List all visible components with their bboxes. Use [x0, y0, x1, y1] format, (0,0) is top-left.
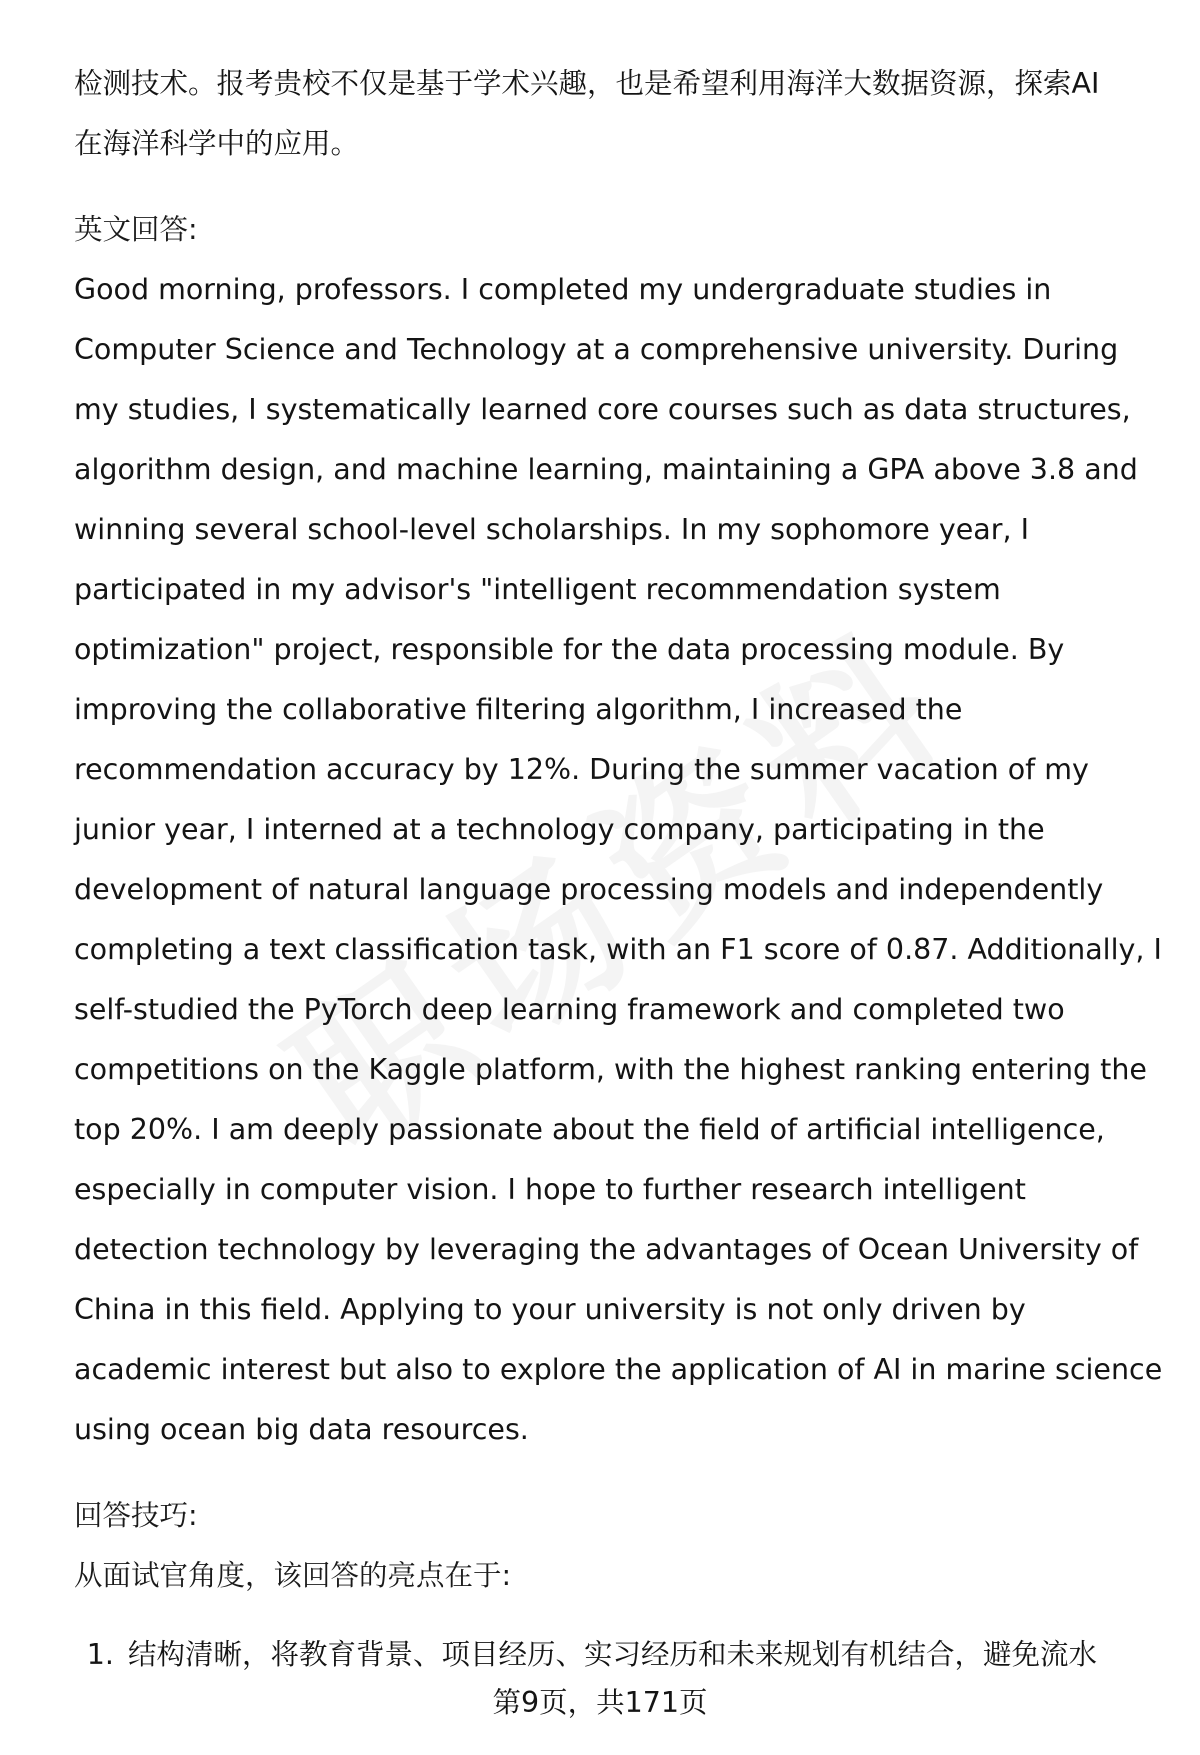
- english-line: winning several school-level scholarships. In my sophomore year, I: [74, 513, 1030, 546]
- english-line: optimization" project, responsible for the data processing module. By: [74, 633, 1065, 666]
- english-line: Good morning, professors. I completed my undergraduate studies in: [74, 273, 1052, 306]
- english-line: self-studied the PyTorch deep learning framework and completed two: [74, 993, 1065, 1026]
- list-item-text: 结构清晰，将教育背景、项目经历、实习经历和未来规划有机结合，避免流水: [128, 1638, 1098, 1671]
- page-number-footer: 第9页，共171页: [492, 1686, 708, 1719]
- tips-label: 回答技巧:: [74, 1499, 198, 1532]
- english-line: academic interest but also to explore the application of AI in marine science: [74, 1353, 1163, 1386]
- english-line: completing a text classification task, with an F1 score of 0.87. Additionally, I: [74, 933, 1162, 966]
- english-line: China in this field. Applying to your university is not only driven by: [74, 1293, 1026, 1326]
- spacer: [74, 1460, 1164, 1486]
- cn-intro-line: 在海洋科学中的应用。: [74, 127, 360, 160]
- english-line: especially in computer vision. I hope to further research intelligent: [74, 1173, 1026, 1206]
- english-answer-label: 英文回答:: [74, 213, 198, 246]
- english-line: junior year, I interned at a technology company, participating in the: [74, 813, 1045, 846]
- english-line: algorithm design, and machine learning, maintaining a GPA above 3.8 and: [74, 453, 1138, 486]
- english-line: using ocean big data resources.: [74, 1413, 529, 1446]
- english-line: participated in my advisor's "intelligent recommendation system: [74, 573, 1001, 606]
- english-line: development of natural language processing models and independently: [74, 873, 1104, 906]
- spacer: [74, 174, 1164, 200]
- english-line: improving the collaborative filtering algorithm, I increased the: [74, 693, 963, 726]
- english-line: top 20%. I am deeply passionate about the field of artificial intelligence,: [74, 1113, 1105, 1146]
- tips-intro: 从面试官角度，该回答的亮点在于:: [74, 1559, 512, 1592]
- english-line: detection technology by leveraging the advantages of Ocean University of: [74, 1233, 1139, 1266]
- document-body: [74, 54, 1164, 1606]
- cn-intro-line: 检测技术。报考贵校不仅是基于学术兴趣，也是希望利用海洋大数据资源，探索AI: [74, 67, 1100, 100]
- english-line: competitions on the Kaggle platform, with the highest ranking entering the: [74, 1053, 1147, 1086]
- list-item-number: 1.: [86, 1638, 114, 1671]
- english-line: recommendation accuracy by 12%. During the summer vacation of my: [74, 753, 1089, 786]
- list-item: [74, 1632, 1164, 1678]
- english-line: Computer Science and Technology at a comprehensive university. During: [74, 333, 1119, 366]
- english-line: my studies, I systematically learned core courses such as data structures,: [74, 393, 1131, 426]
